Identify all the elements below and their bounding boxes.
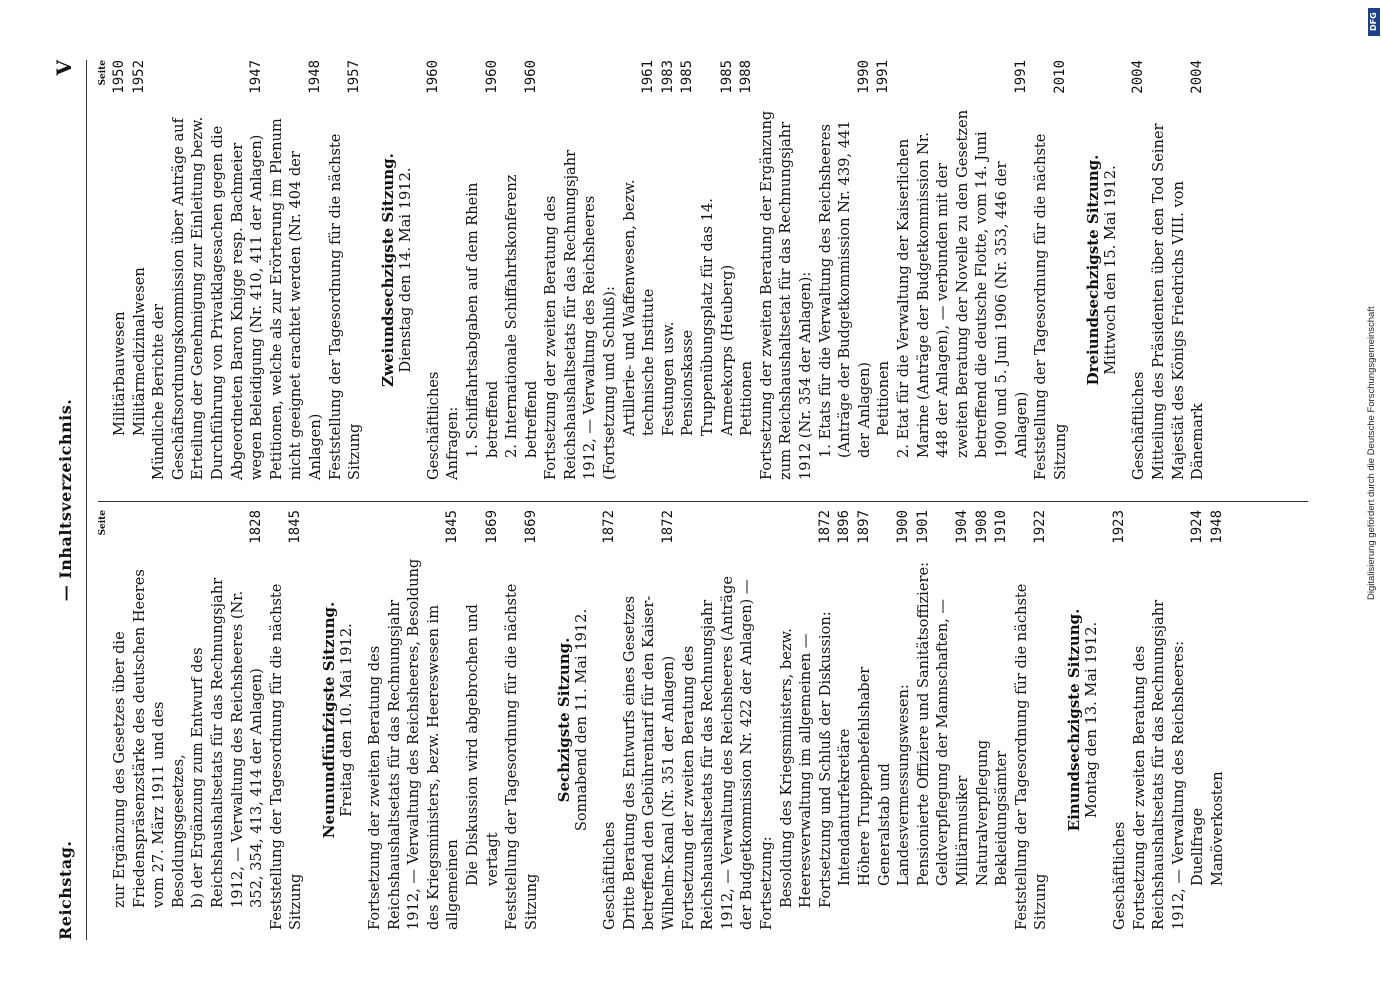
- toc-entry-text: Manöverkosten: [1208, 771, 1226, 886]
- toc-entry: [463, 510, 502, 930]
- toc-entry: [110, 510, 188, 930]
- toc-page-number: 1960: [483, 60, 500, 94]
- toc-entry: [679, 510, 777, 930]
- toc-entry-text: 2. Internationale Schiffahrtskonferenz betreffend: [503, 174, 540, 458]
- toc-entry: [541, 60, 619, 480]
- toc-entry-text: Intendanturfekretäre: [836, 728, 854, 886]
- toc-page-number: 1960: [522, 60, 539, 94]
- toc-entry-text: Petitionen: [875, 360, 893, 436]
- toc-page-number: 1896: [836, 510, 853, 544]
- page-numeral: V: [52, 60, 76, 76]
- toc-page-number: 1872: [816, 510, 833, 544]
- toc-entry: [1110, 510, 1130, 930]
- toc-entry-text: Geldverpflegung der Mannschaften, — Militärmusiker: [934, 599, 971, 886]
- toc-entry: [894, 60, 1031, 480]
- toc-entry-text: Fortsetzung der zweiten Beratung des Reichshaushaltsetats für das Rechnungsjahr 1912, — Verwaltung des Reichsheeres:: [1130, 599, 1187, 930]
- toc-page-number: 1952: [130, 60, 147, 94]
- toc-entry-text: Petitionen, welche als zur Erörterung im Plenum nicht geeignet erachtet werden (Nr. 404 der Anlagen): [267, 118, 324, 480]
- session-heading: Einundsechzigste Sitzung.: [1064, 608, 1083, 832]
- toc-page-number: 1901: [914, 510, 931, 544]
- header-left: Reichstag.: [56, 840, 75, 940]
- toc-page-number: 1983: [659, 60, 676, 94]
- toc-entry: [659, 60, 679, 480]
- toc-page-number: 1988: [738, 60, 755, 94]
- toc-entry-text: Truppenübungsplatz für das 14. Armeekorps (Heuberg): [699, 198, 736, 436]
- session-heading: Dreiundsechzigste Sitzung.: [1084, 154, 1103, 386]
- toc-entry: [992, 510, 1012, 930]
- toc-page-number: 1872: [660, 510, 677, 544]
- toc-entry: [973, 510, 993, 930]
- toc-entry-text: 1. Etats für die Verwaltung des Reichsheeres (Anträge der Budgetkommission Nr. 439, 441 der Anlagen): [816, 120, 873, 458]
- toc-entry-text: Höhere Truppenbefehlshaber: [856, 666, 873, 886]
- toc-entry: [365, 510, 463, 930]
- toc-page-number: 1908: [973, 510, 990, 544]
- toc-entry: [502, 510, 541, 930]
- toc-page-number: 1872: [601, 510, 618, 544]
- toc-entry: [267, 60, 326, 480]
- toc-entry: [130, 60, 150, 480]
- header-title: — Inhaltsverzeichnis.: [56, 398, 75, 602]
- session-heading: Zweiundsechzigste Sitzung.: [378, 153, 397, 387]
- toc-entry: [620, 60, 659, 480]
- session-date: Sonnabend den 11. Mai 1912.: [573, 608, 591, 832]
- toc-entry-text: Dritte Beratung des Entwurfs eines Gesetzes betreffend den Gebührentarif für den Kaiser-Wilhelm-Kanal (Nr. 351 der Anlagen): [620, 595, 678, 930]
- toc-page-number: 1957: [346, 60, 363, 94]
- toc-entry-text: Fortsetzung der zweiten Beratung des Reichshaushaltsetats für das Rechnungsjahr 1912, — Verwaltung des Reichsheeres (Fortsetzung und Schluß):: [542, 149, 619, 480]
- toc-entry: [1031, 60, 1070, 480]
- toc-entry-text: Militärmedizinalwesen: [130, 267, 148, 436]
- toc-page-number: 1924: [1189, 510, 1206, 544]
- toc-entry-text: Die Diskussion wird abgebrochen und vertagt: [463, 604, 501, 886]
- toc-entry-text: Bekleidungsämter: [993, 750, 1011, 886]
- toc-entry: [855, 510, 875, 930]
- toc-page-number: 1960: [424, 60, 441, 94]
- toc-page-number: 1904: [953, 510, 970, 544]
- toc-entry: [874, 60, 894, 480]
- toc-page-number: 1950: [111, 60, 127, 94]
- seite-label: Seite: [98, 510, 108, 536]
- toc-page-number: 1845: [287, 510, 304, 544]
- session-heading: Neunundfünfzigste Sitzung.: [319, 601, 338, 839]
- toc-entry: [502, 60, 541, 480]
- toc-entry: [1188, 510, 1208, 930]
- toc-entry-text: Fortsetzung der zweiten Beratung der Ergänzung zum Reichshaushaltsetat für das Rechnungsjahr 1912 (Nr. 354 der Anlagen):: [757, 110, 814, 480]
- page-header: [52, 60, 86, 940]
- toc-entry: [443, 60, 463, 480]
- column-divider: [98, 501, 1308, 502]
- toc-entry: [737, 60, 757, 480]
- toc-page-number: 1948: [306, 60, 323, 94]
- right-column: [98, 60, 1208, 480]
- toc-entry: [1149, 60, 1208, 480]
- toc-entry: [110, 60, 130, 480]
- left-column: [98, 510, 1228, 930]
- toc-entry: [914, 510, 934, 930]
- toc-entry-text: Fortsetzung der zweiten Beratung des Reichshaushaltsetats für das Rechnungsjahr 1912, — Verwaltung des Reichsheeres (Anträge der Budgetkommission Nr. 422 der Anlagen) — Fortsetzung:: [679, 576, 776, 930]
- toc-entry-text: Festungen usw.: [659, 321, 677, 436]
- toc-entry: [267, 510, 306, 930]
- toc-page-number: 1948: [1208, 510, 1225, 544]
- header-rule: [86, 60, 87, 940]
- toc-page-number: 2004: [1189, 60, 1206, 94]
- toc-entry-text: 2. Etat für die Verwaltung der Kaiserlichen Marine (Anträge der Budgetkommission Nr. 448 der Anlagen), — verbunden mit der zweiten Beratung der Novelle zu den Gesetzen betreffend die deutsche Flotte, vom 14. Juni 1900 und 5. Juni 1906 (Nr. 353, 446 der Anlagen): [894, 109, 1030, 458]
- toc-entry: [1129, 60, 1149, 480]
- session-date: Freitag den 10. Mai 1912.: [337, 623, 355, 817]
- toc-entry-text: Feststellung der Tagesordnung für die nächste Sitzung: [326, 133, 364, 480]
- toc-entry-text: Geschäftliches: [1130, 371, 1148, 480]
- toc-entry-text: Anfragen:: [444, 406, 462, 480]
- toc-entry-text: Petitionen: [738, 360, 756, 436]
- toc-page-number: 1991: [1012, 60, 1029, 94]
- toc-entry-text: Pensionierte Offiziere und Sanitätsoffiziere:: [914, 561, 932, 886]
- toc-entry-text: Mitteilung des Präsidenten über den Tod Seiner Majestät des Königs Friedrichs VIII. von Dänemark: [1149, 123, 1207, 480]
- toc-entry: [777, 510, 836, 930]
- toc-entry-text: 1. Schiffahrtsabgaben auf dem Rhein betreffend: [463, 182, 501, 458]
- toc-entry-text: zur Ergänzung des Gesetzes über die Friedenspräsenzstärke des deutschen Heeres vom 27. März 1911 und des Besoldungsgesetzes,: [111, 569, 187, 908]
- toc-page-number: 1869: [522, 510, 539, 544]
- toc-entry: [1012, 510, 1051, 930]
- toc-page-number: 1900: [895, 510, 912, 544]
- toc-page-number: 1961: [640, 60, 657, 94]
- toc-page-number: 1897: [856, 510, 872, 544]
- toc-page-number: 1990: [855, 60, 872, 94]
- toc-entry-text: Militärbauwesen: [111, 311, 128, 436]
- toc-entry-text: Besoldung des Kriegsministers, bezw. Heeresverwaltung im allgemeinen — Fortsetzung und Schluß der Diskussion:: [777, 611, 834, 908]
- toc-entry: [933, 510, 972, 930]
- toc-entry: [1130, 510, 1189, 930]
- dfg-logo: DFG: [1368, 8, 1380, 36]
- toc-entry: [1208, 510, 1228, 930]
- toc-page-number: 1985: [679, 60, 696, 94]
- toc-entry-text: Feststellung der Tagesordnung für die nächste Sitzung: [503, 583, 540, 930]
- toc-page-number: 1991: [875, 60, 892, 94]
- toc-entry: [816, 60, 875, 480]
- toc-entry-text: Duellfrage: [1189, 807, 1207, 886]
- toc-entry-text: Artillerie- und Waffenwesen, bezw. technische Institute: [620, 179, 658, 436]
- toc-page-number: 1845: [444, 510, 461, 544]
- toc-entry-text: Generalstab und Landesvermessungswesen:: [875, 684, 913, 886]
- toc-entry: [188, 510, 266, 930]
- toc-entry: [424, 60, 444, 480]
- session-date: Montag den 13. Mai 1912.: [1082, 621, 1100, 819]
- toc-page-number: 1947: [248, 60, 265, 94]
- toc-entry-text: Feststellung der Tagesordnung für die nächste Sitzung: [1032, 133, 1069, 480]
- toc-entry: [620, 510, 679, 930]
- toc-entry: [326, 60, 365, 480]
- session-date: Dienstag den 14. Mai 1912.: [396, 167, 414, 373]
- toc-page-number: 1985: [718, 60, 735, 94]
- toc-page-number: 1922: [1032, 510, 1049, 544]
- toc-entry: [678, 60, 698, 480]
- toc-entry-text: Geschäftliches: [1110, 821, 1128, 930]
- toc-entry-text: Mündliche Berichte der Geschäftsordnungskommission über Anträge auf Erteilung der Genehmigung zur Einleitung bezw. Durchführung von Privatklagesachen gegen die Abgeordneten Baron Knigge resp. Bachmeier wegen Beleidigung (Nr. 410, 411 der Anlagen): [150, 116, 266, 480]
- toc-entry-text: Geschäftliches: [601, 821, 619, 930]
- toc-page-number: 2004: [1130, 60, 1147, 94]
- digitization-note: Digitalisierung gefördert durch die Deutsche Forschungsgemeinschaft: [1366, 306, 1377, 600]
- toc-entry-text: b) der Ergänzung zum Entwurf des Reichshaushaltsetats für das Rechnungsjahr 1912, — Verwaltung des Reichsheeres (Nr. 352, 354, 413, 414 der Anlagen): [189, 577, 266, 908]
- toc-entry-text: Pensionskasse: [679, 329, 697, 436]
- toc-entry: [149, 60, 267, 480]
- toc-page-number: 1869: [483, 510, 500, 544]
- toc-entry: [600, 510, 620, 930]
- toc-page-number: 1910: [993, 510, 1010, 544]
- toc-entry: [757, 60, 816, 480]
- toc-entry-text: Feststellung der Tagesordnung für die nächste Sitzung: [1012, 583, 1050, 930]
- toc-page-number: 1828: [248, 510, 265, 544]
- toc-entry: [835, 510, 855, 930]
- toc-entry-text: Naturalverpflegung: [973, 739, 991, 886]
- toc-entry: [463, 60, 502, 480]
- session-date: Mittwoch den 15. Mai 1912.: [1102, 165, 1120, 375]
- toc-entry: [875, 510, 914, 930]
- toc-page-number: 1923: [1110, 510, 1127, 544]
- toc-entry: [698, 60, 737, 480]
- toc-entry-text: Feststellung der Tagesordnung für die nächste Sitzung: [267, 583, 305, 930]
- toc-entry-text: Geschäftliches: [424, 371, 442, 480]
- toc-entry-text: Fortsetzung der zweiten Beratung des Reichshaushaltsetats für das Rechnungsjahr 1912, — Verwaltung des Reichsheeres, Besoldung des Kriegsministers, bezw. Heereswesen im allgemeinen: [365, 558, 462, 930]
- toc-page-number: 2010: [1051, 60, 1068, 94]
- session-heading: Sechzigste Sitzung.: [555, 637, 574, 803]
- seite-label: Seite: [98, 60, 108, 86]
